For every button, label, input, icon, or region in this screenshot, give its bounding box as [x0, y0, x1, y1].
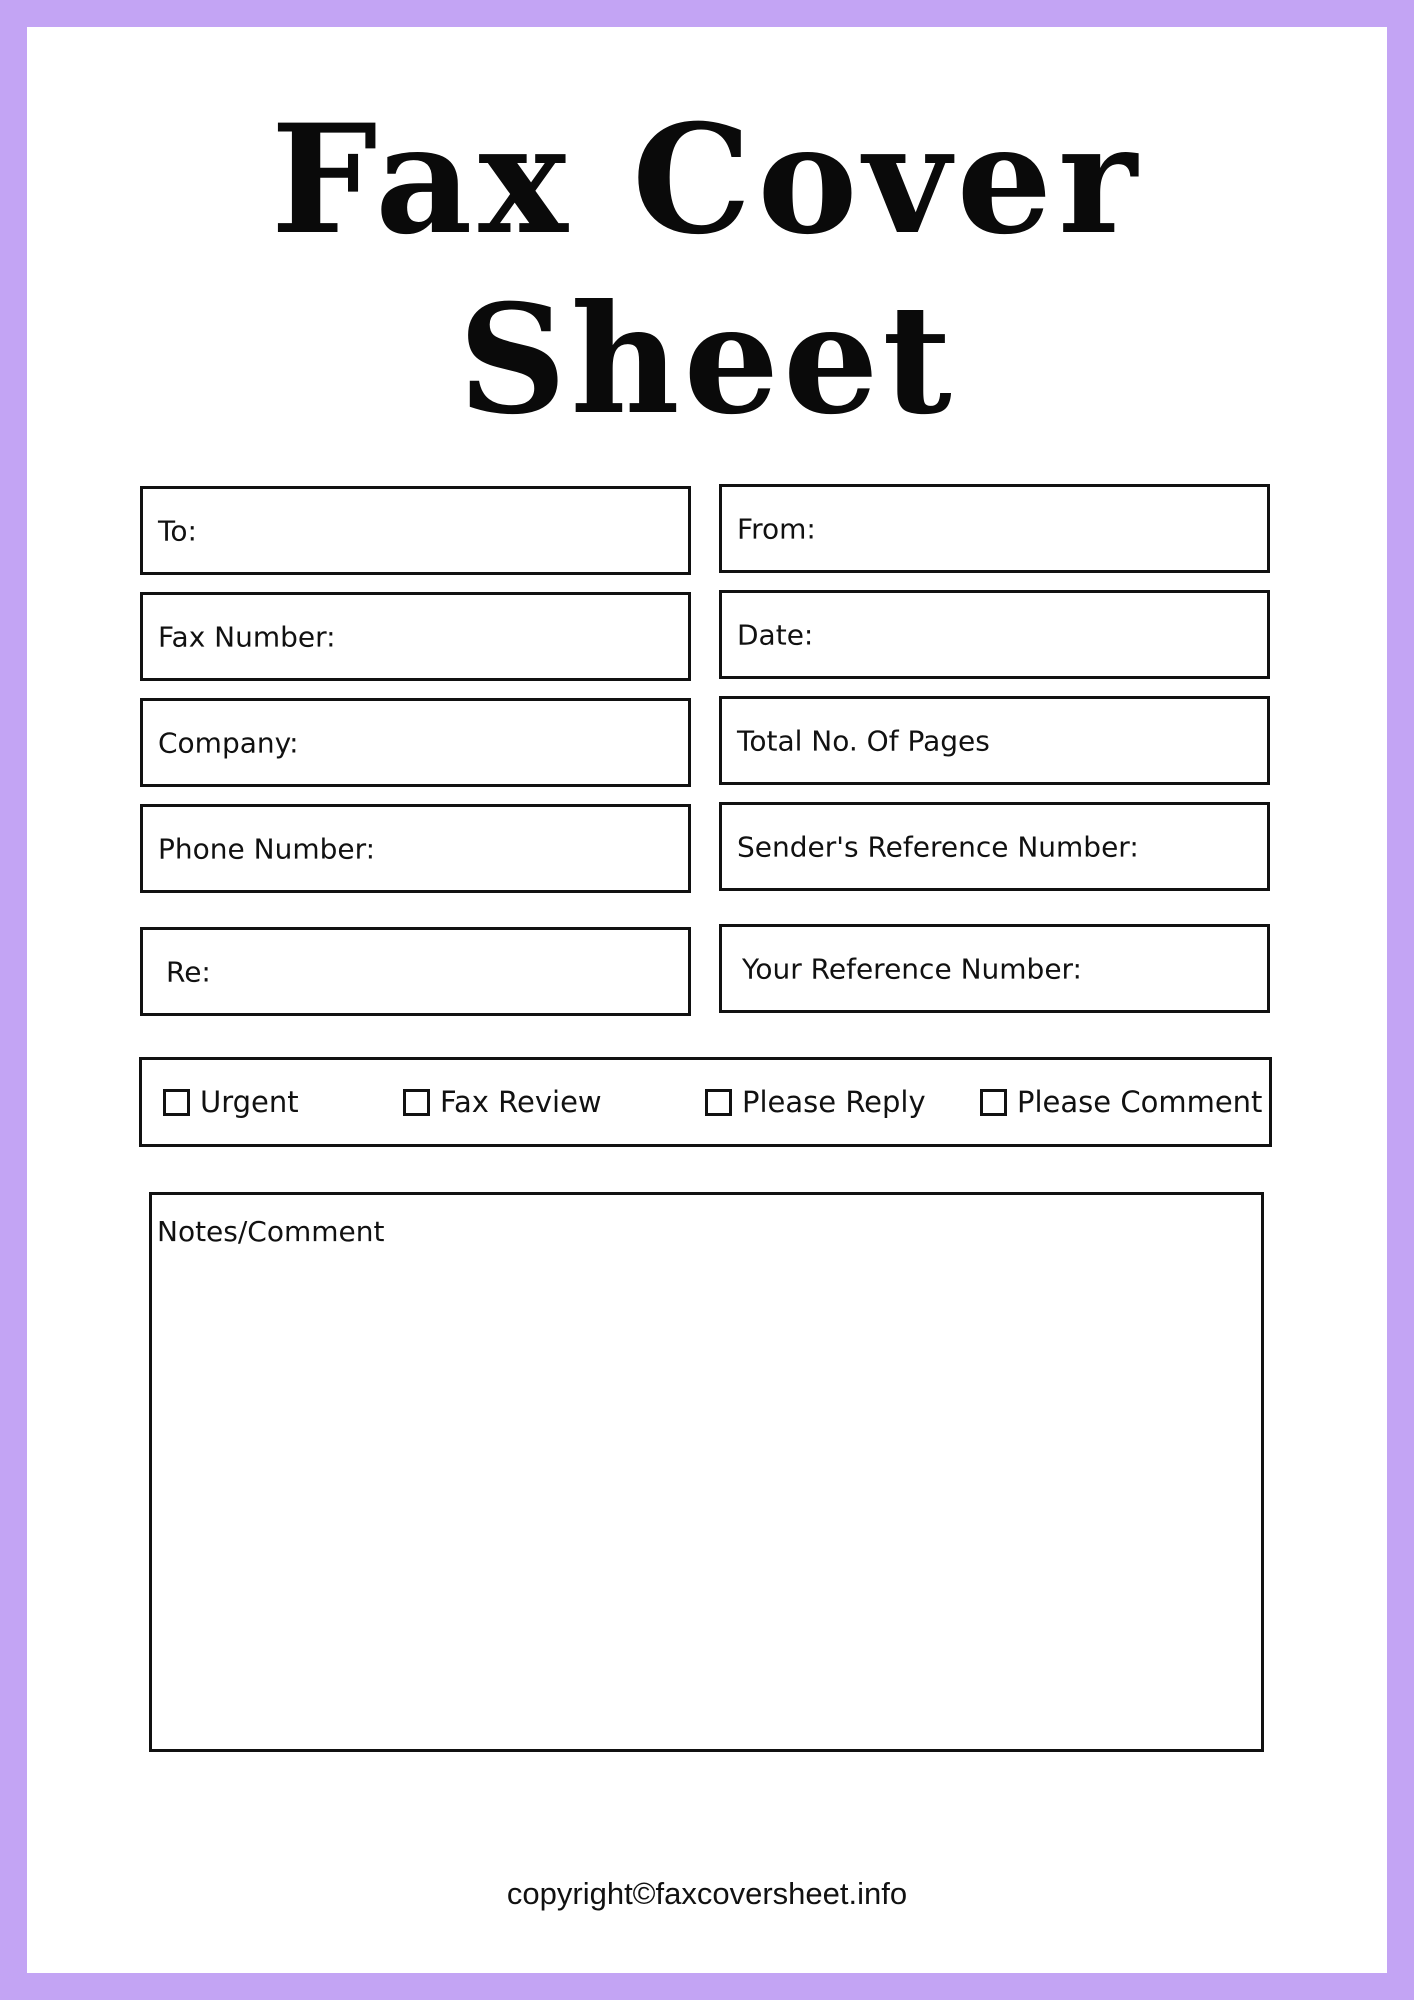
options-row [139, 1057, 1272, 1147]
please-comment-checkbox[interactable] [980, 1089, 1007, 1116]
fax-number-field[interactable] [140, 592, 691, 681]
date-field[interactable] [719, 590, 1270, 679]
to-label: To: [158, 514, 197, 547]
your-reference-label: Your Reference Number: [742, 952, 1082, 985]
please-reply-checkbox[interactable] [705, 1089, 732, 1116]
total-pages-label: Total No. Of Pages [737, 724, 990, 757]
senders-reference-field[interactable] [719, 802, 1270, 891]
urgent-checkbox[interactable] [163, 1089, 190, 1116]
please-comment-label: Please Comment [1017, 1085, 1263, 1119]
urgent-label: Urgent [200, 1085, 299, 1119]
fax-review-checkbox[interactable] [403, 1089, 430, 1116]
notes-label: Notes/Comment [157, 1215, 385, 1248]
urgent-option[interactable] [163, 1085, 299, 1119]
notes-box[interactable] [149, 1192, 1264, 1752]
company-field[interactable] [140, 698, 691, 787]
date-label: Date: [737, 618, 814, 651]
fax-review-label: Fax Review [440, 1085, 602, 1119]
please-reply-option[interactable] [705, 1085, 926, 1119]
to-field[interactable] [140, 486, 691, 575]
title-line-1: Fax Cover [270, 92, 1144, 268]
total-pages-field[interactable] [719, 696, 1270, 785]
re-field[interactable] [140, 927, 691, 1016]
company-label: Company: [158, 726, 299, 759]
phone-number-label: Phone Number: [158, 832, 376, 865]
fax-review-option[interactable] [403, 1085, 602, 1119]
phone-number-field[interactable] [140, 804, 691, 893]
from-label: From: [737, 512, 816, 545]
re-label: Re: [166, 955, 211, 988]
please-comment-option[interactable] [980, 1085, 1262, 1119]
please-reply-label: Please Reply [742, 1085, 926, 1119]
copyright-text: copyright©faxcoversheet.info [506, 1876, 908, 1911]
from-field[interactable] [719, 484, 1270, 573]
senders-reference-label: Sender's Reference Number: [737, 830, 1139, 863]
title-line-2: Sheet [458, 272, 956, 448]
your-reference-field[interactable] [719, 924, 1270, 1013]
fax-number-label: Fax Number: [158, 620, 336, 653]
